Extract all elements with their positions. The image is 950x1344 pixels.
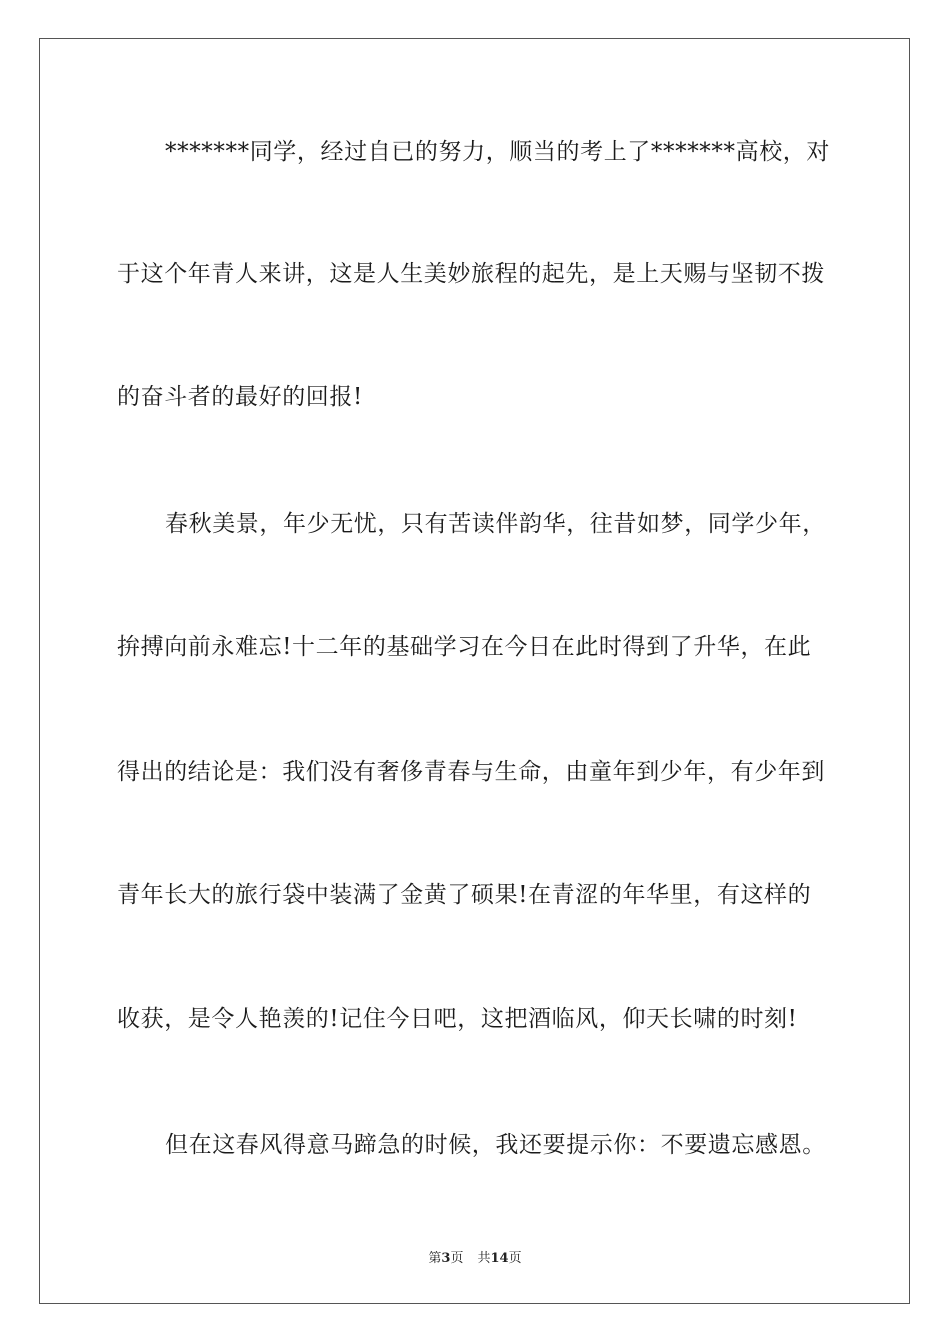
footer-page-prefix: 第 (428, 1251, 442, 1266)
text-line-3: 的奋斗者的最好的回报! (117, 384, 363, 410)
footer-total-prefix: 共 (477, 1251, 491, 1266)
text-line-4: 春秋美景，年少无忧，只有苦读伴韵华，往昔如梦，同学少年， (165, 511, 826, 537)
page-frame (39, 38, 910, 1304)
text-line-5: 拚搏向前永难忘!十二年的基础学习在今日在此时得到了升华，在此 (117, 634, 812, 660)
footer-page-number: 3 (441, 1251, 451, 1266)
text-line-6: 得出的结论是：我们没有奢侈青春与生命，由童年到少年，有少年到 (117, 759, 825, 785)
footer-total-pages: 14 (490, 1251, 509, 1266)
text-line-2: 于这个年青人来讲，这是人生美妙旅程的起先，是上天赐与坚韧不拨 (117, 261, 825, 287)
footer-total-suffix: 页 (508, 1251, 522, 1266)
text-line-9: 但在这春风得意马蹄急的时候，我还要提示你：不要遗忘感恩。 (165, 1132, 826, 1158)
page-footer (0, 1247, 950, 1266)
text-line-8: 收获，是令人艳羡的!记住今日吧，这把酒临风，仰天长啸的时刻! (117, 1006, 798, 1032)
text-line-1: *******同学，经过自已的努力，顺当的考上了*******高校，对 (165, 139, 830, 165)
text-line-7: 青年长大的旅行袋中装满了金黄了硕果!在青涩的年华里，有这样的 (117, 882, 812, 908)
footer-page-suffix: 页 (450, 1251, 464, 1266)
